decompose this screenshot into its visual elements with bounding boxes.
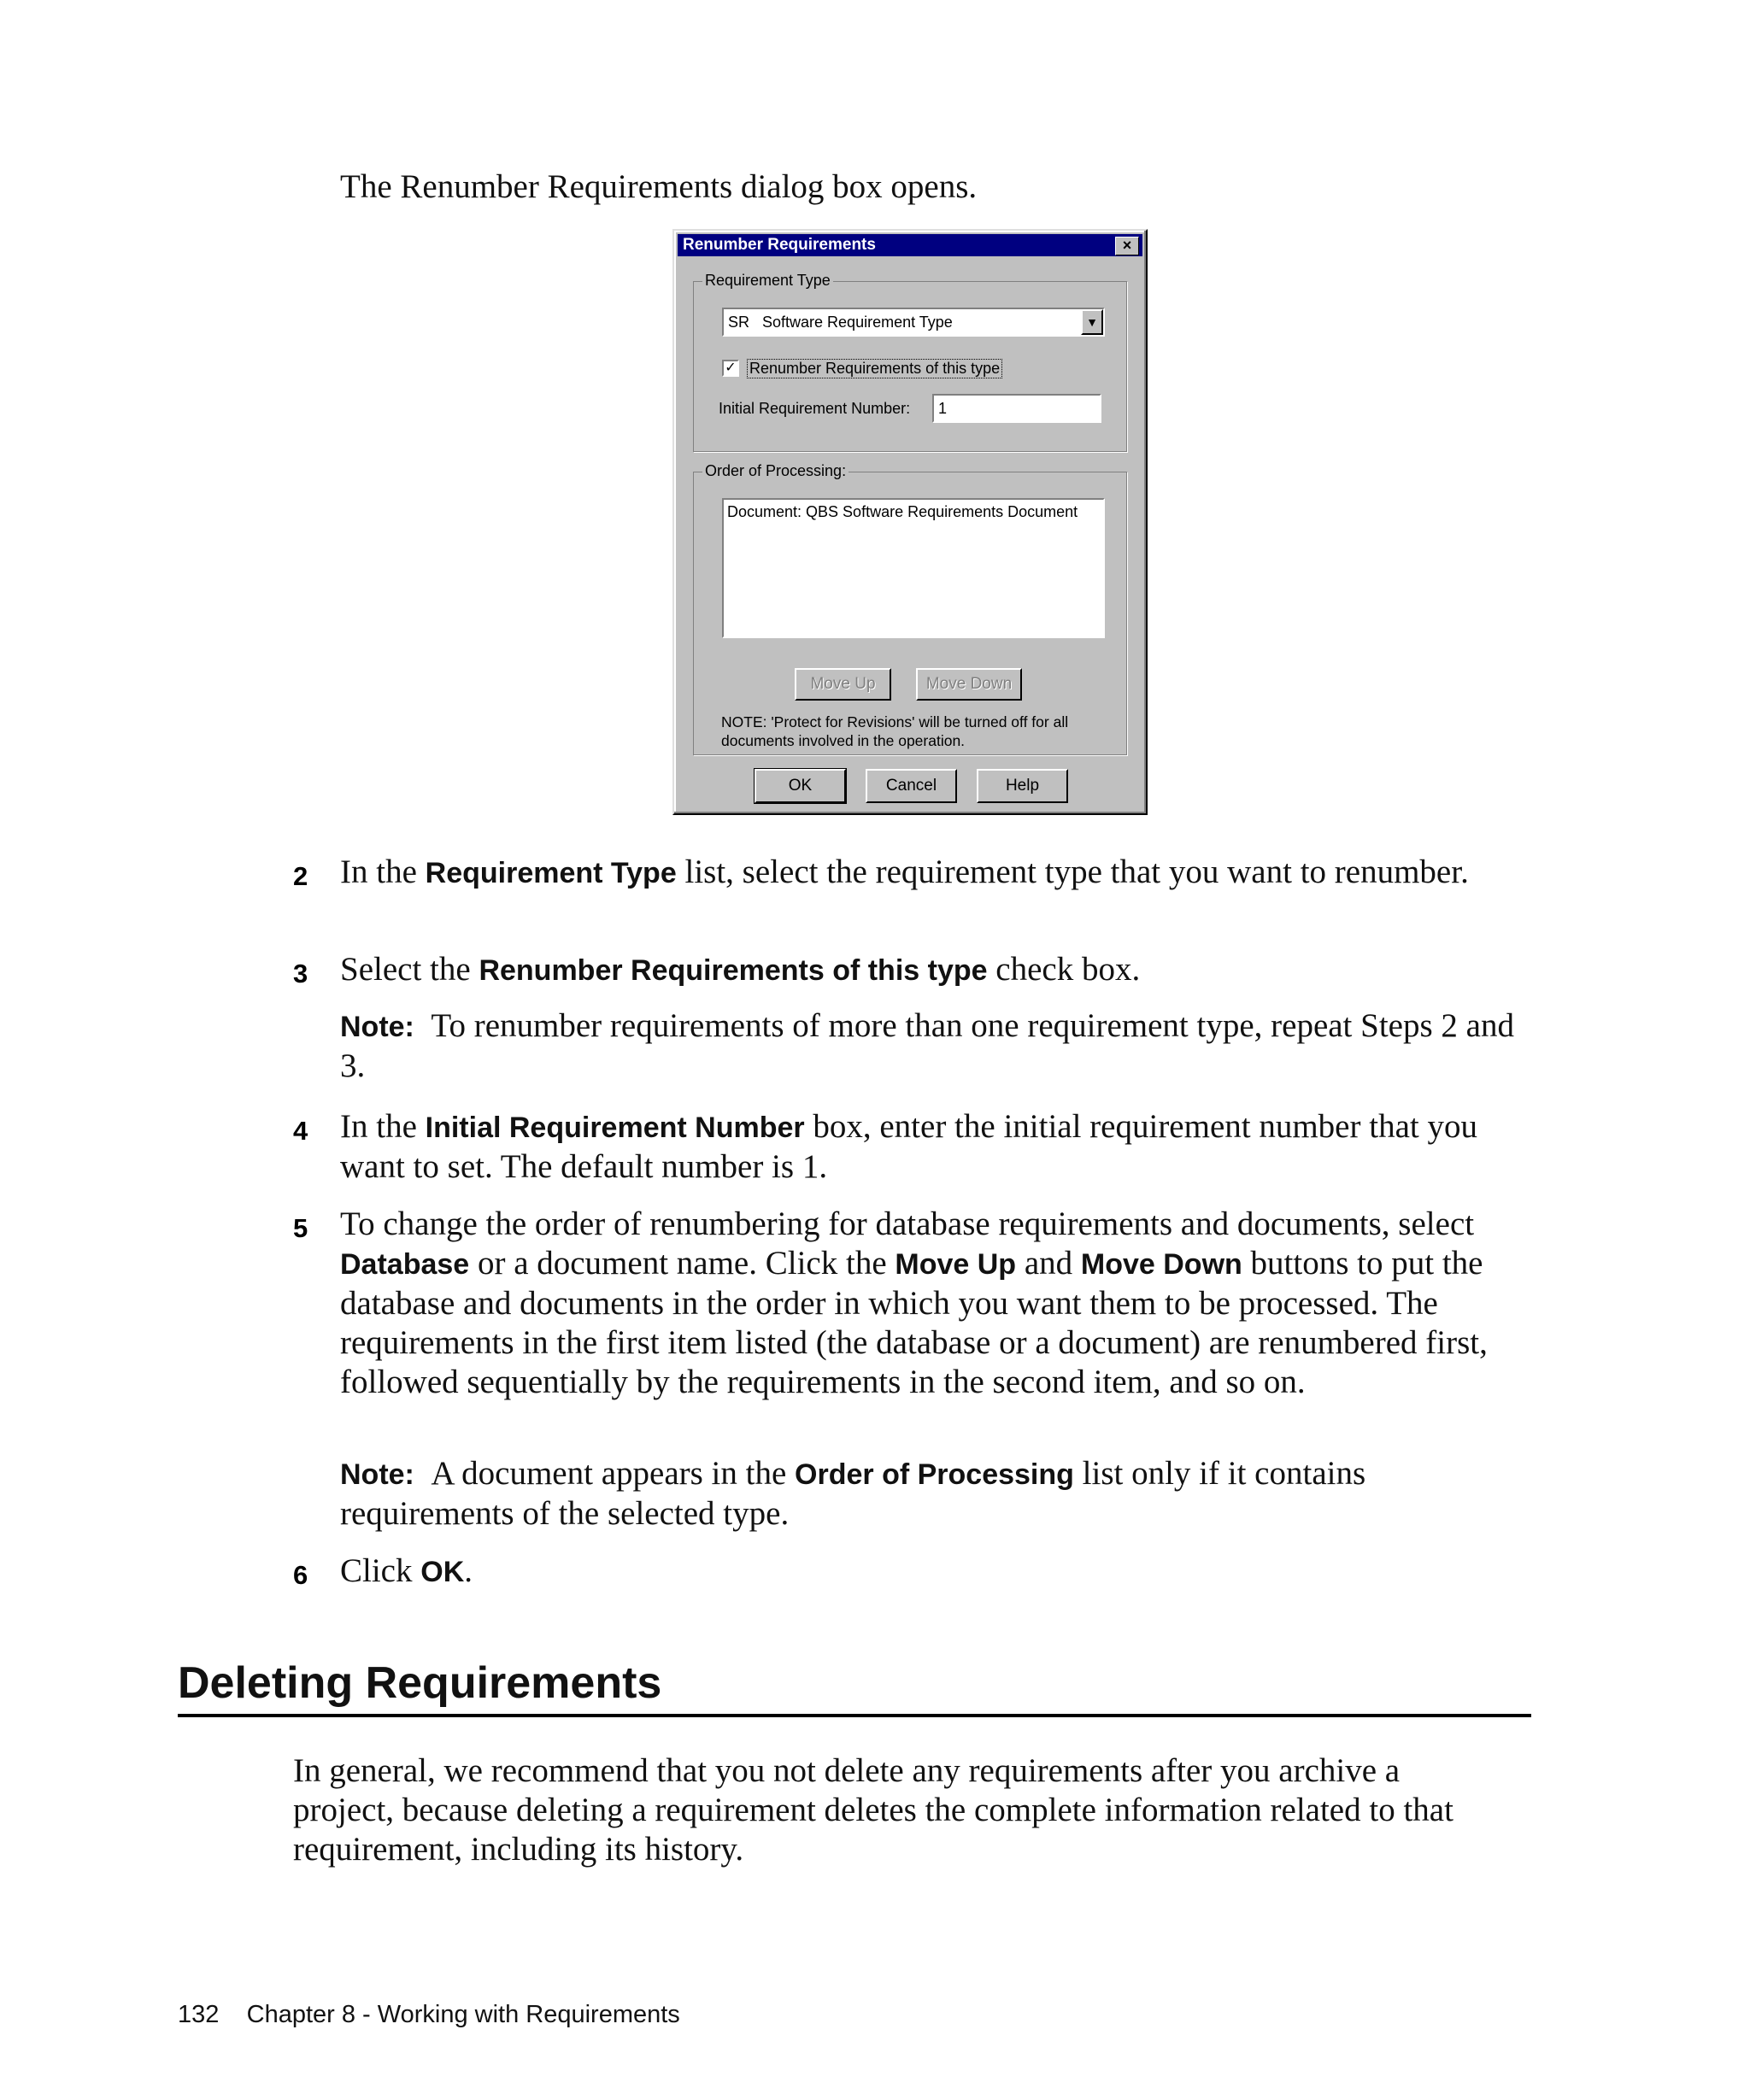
initial-number-input[interactable] (932, 394, 1101, 423)
chapter-title: Chapter 8 - Working with Requirements (246, 2001, 680, 2028)
intro-text: The Renumber Requirements dialog box opens. (340, 168, 978, 205)
dialog-title: Renumber Requirements (683, 236, 876, 254)
dialog-titlebar (678, 234, 1142, 256)
initial-number-value: 1 (938, 400, 948, 417)
renumber-checkbox[interactable]: ✓ (722, 360, 739, 377)
requirement-type-group-label: Requirement Type (702, 272, 833, 290)
chevron-down-icon[interactable]: ▼ (1081, 309, 1103, 335)
step-number: 6 (293, 1560, 308, 1590)
note-2: Note: A document appears in the Order of Processing list only if it contains requirements of the selected type. (340, 1455, 1366, 1532)
step-4: In the Initial Requirement Number box, enter the initial requirement number that you want to set. The default number is 1. (340, 1108, 1477, 1185)
help-button[interactable]: Help (977, 769, 1068, 803)
cancel-button[interactable]: Cancel (866, 769, 957, 803)
step-number: 5 (293, 1213, 308, 1243)
step-number: 2 (293, 861, 308, 891)
requirement-type-value: SR Software Requirement Type (728, 314, 953, 331)
order-of-processing-group-label: Order of Processing: (702, 462, 849, 480)
note-1: Note: To renumber requirements of more than one requirement type, repeat Steps 2 and 3. (340, 1007, 1514, 1084)
page-number: 132 (178, 2001, 220, 2028)
step-3: Select the Renumber Requirements of this type check box. (340, 951, 1141, 988)
move-up-button[interactable]: Move Up (795, 668, 891, 701)
renumber-requirements-dialog (672, 229, 1148, 815)
section-paragraph: In general, we recommend that you not delete any requirements after you archive a project, because deleting a requirement deletes the complete information related to that requirement, including its history. (293, 1752, 1453, 1868)
order-of-processing-list[interactable] (722, 498, 1105, 638)
page-footer (178, 2001, 680, 2029)
heading-rule (178, 1714, 1531, 1717)
list-item[interactable]: Document: QBS Software Requirements Document (727, 503, 1078, 520)
step-2: In the Requirement Type list, select the requirement type that you want to renumber. (340, 853, 1469, 890)
step-number: 3 (293, 959, 308, 988)
step-number: 4 (293, 1116, 308, 1146)
requirement-type-select[interactable] (722, 308, 1105, 337)
initial-number-label: Initial Requirement Number: (719, 400, 911, 417)
move-down-button[interactable]: Move Down (916, 668, 1022, 701)
close-icon[interactable]: × (1115, 237, 1139, 255)
renumber-checkbox-label[interactable]: Renumber Requirements of this type (747, 359, 1002, 378)
section-heading: Deleting Requirements (178, 1658, 662, 1708)
step-6: Click OK. (340, 1552, 473, 1589)
step-5: To change the order of renumbering for database requirements and documents, select Database or a document name. Click the Move Up and Move Down buttons to put the database and documents in the order in which you want them to be processed. The requirements in the first item listed (the database or a document) are renumbered first, followed sequentially by the requirements in the second item, and so on. (340, 1205, 1488, 1400)
protect-note: NOTE: 'Protect for Revisions' will be turned off for all documents involved in the operation. (721, 713, 1069, 749)
ok-button[interactable]: OK (755, 769, 846, 803)
